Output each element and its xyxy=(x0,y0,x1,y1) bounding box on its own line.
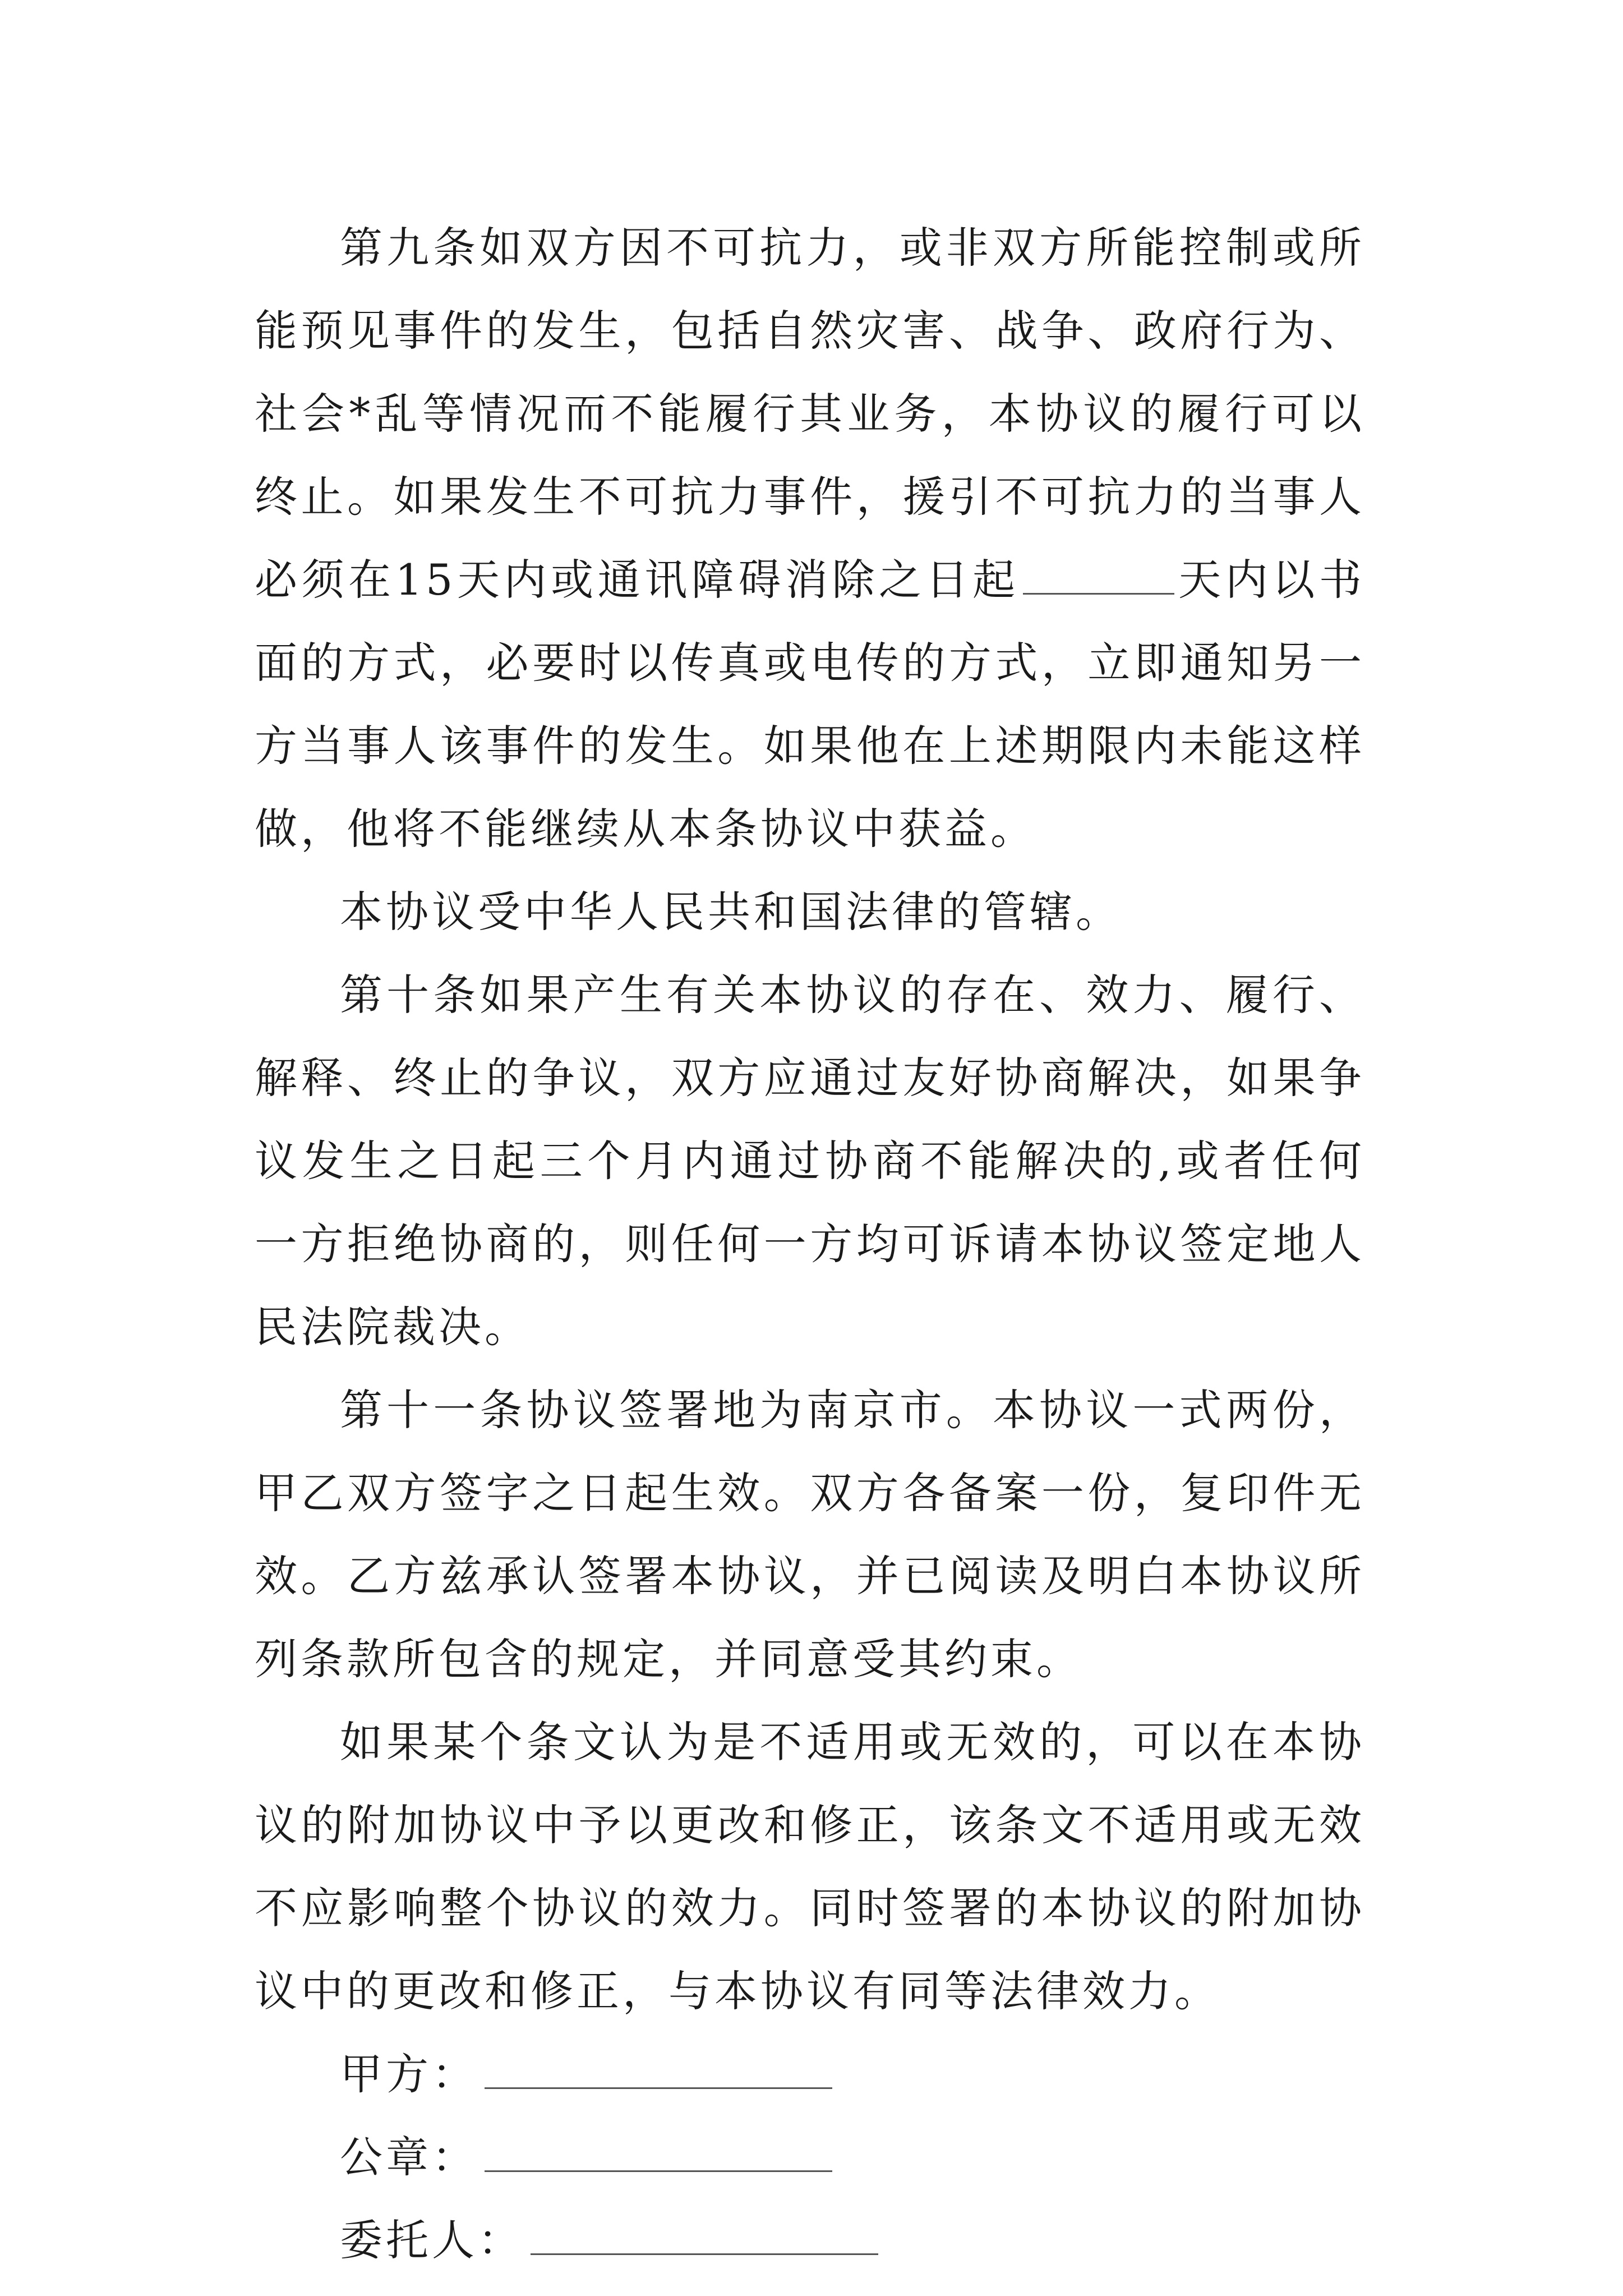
article-9-text-after-blank: 天内以书面的方式，必要时以传真或电传的方式，立即通知另一方当事人该事件的发生。如果他在上述期限内未能这样做，他将不能继续从本条协议中获益。 xyxy=(255,555,1365,854)
days-blank-field[interactable] xyxy=(1023,559,1174,595)
party-a-signature-line[interactable] xyxy=(485,2054,832,2089)
severability-paragraph: 如果某个条文认为是不适用或无效的，可以在本协议的附加协议中予以更改和修正，该条文不适用或无效不应影响整个协议的效力。同时签署的本协议的附加协议中的更改和修正，与本协议有同等法律效力。 xyxy=(255,1717,1365,2016)
seal-signature-line[interactable] xyxy=(485,2137,832,2172)
seal-signature-row xyxy=(255,2116,1365,2199)
agent-label: 委托人： xyxy=(340,2215,524,2265)
party-a-label: 甲方： xyxy=(340,2049,478,2099)
party-a-signature-row xyxy=(255,2033,1365,2116)
governing-law-paragraph: 本协议受中华人民共和国法律的管辖。 xyxy=(340,887,1122,937)
seal-label: 公章： xyxy=(340,2132,478,2182)
article-11-paragraph: 第十一条协议签署地为南京市。本协议一式两份，甲乙双方签字之日起生效。双方各备案一份，复印件无效。乙方兹承认签署本协议，并已阅读及明白本协议所列条款所包含的规定，并同意受其约束。 xyxy=(255,1385,1365,1684)
article-10-paragraph: 第十条如果产生有关本协议的存在、效力、履行、解释、终止的争议，双方应通过友好协商解决，如果争议发生之日起三个月内通过协商不能解决的,或者任何一方拒绝协商的，则任何一方均可诉请本协议签定地人民法院裁决。 xyxy=(255,970,1365,1352)
article-9-paragraph xyxy=(255,206,1365,871)
agent-signature-row xyxy=(255,2199,1365,2282)
article-9-text-before-blank: 第九条如双方因不可抗力，或非双方所能控制或所能预见事件的发生，包括自然灾害、战争、政府行为、社会*乱等情况而不能履行其业务，本协议的履行可以终止。如果发生不可抗力事件，援引不可抗力的当事人必须在15天内或通讯障碍消除之日起 xyxy=(255,223,1365,605)
agent-signature-line[interactable] xyxy=(531,2220,878,2255)
document-body xyxy=(255,206,1365,2282)
